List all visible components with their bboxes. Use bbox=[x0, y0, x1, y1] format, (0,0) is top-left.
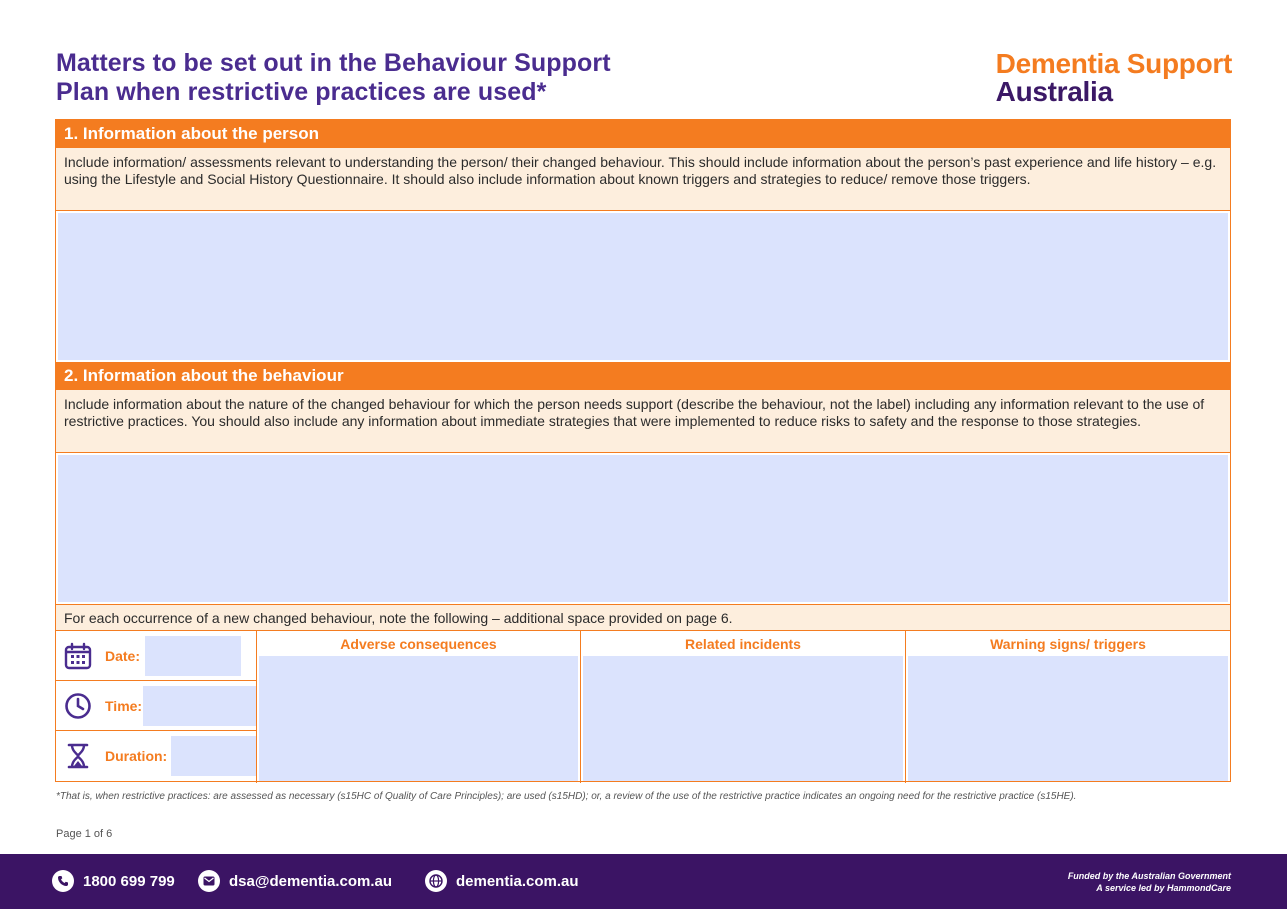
email-link[interactable] bbox=[198, 870, 392, 892]
date-label: Date: bbox=[105, 648, 141, 664]
date-field[interactable] bbox=[145, 636, 241, 676]
related-incidents-column bbox=[581, 631, 906, 783]
behaviour-support-form bbox=[55, 119, 1231, 782]
email-address: dsa@dementia.com.au bbox=[229, 872, 393, 890]
date-row bbox=[56, 631, 256, 681]
clock-icon bbox=[64, 692, 92, 720]
funding-statement bbox=[1068, 870, 1231, 894]
hourglass-icon bbox=[64, 742, 92, 770]
phone-icon bbox=[52, 870, 74, 892]
adverse-consequences-field[interactable] bbox=[259, 656, 578, 781]
warning-signs-heading: Warning signs/ triggers bbox=[990, 636, 1146, 652]
section1-heading: 1. Information about the person bbox=[56, 120, 1230, 148]
brand-logo bbox=[996, 50, 1232, 106]
brand-line1: Dementia Support bbox=[995, 48, 1232, 79]
brand-line2: Australia bbox=[995, 76, 1113, 107]
occurrence-meta bbox=[56, 631, 257, 783]
duration-label: Duration: bbox=[105, 748, 168, 764]
time-row bbox=[56, 681, 256, 731]
duration-row bbox=[56, 731, 256, 781]
phone-link[interactable] bbox=[52, 870, 175, 892]
phone-number: 1800 699 799 bbox=[83, 872, 175, 890]
warning-signs-column bbox=[906, 631, 1230, 783]
page-title bbox=[56, 49, 696, 107]
section2-heading: 2. Information about the behaviour bbox=[56, 362, 1230, 390]
website-link[interactable] bbox=[425, 870, 579, 892]
funded-line1: Funded by the Australian Government bbox=[1067, 871, 1231, 881]
related-incidents-field[interactable] bbox=[583, 656, 903, 781]
related-incidents-heading: Related incidents bbox=[685, 636, 801, 652]
website-url: dementia.com.au bbox=[456, 872, 579, 890]
adverse-consequences-column bbox=[257, 631, 581, 783]
funded-line2: A service led by HammondCare bbox=[1096, 883, 1231, 893]
time-label: Time: bbox=[105, 698, 143, 714]
section2-description: Include information about the nature of the changed behaviour for which the person needs support (describe the behaviour, not the label) including any information relevant to the use of restrictive practices. You should also include any information about immediate strategies that were implemented to reduce risks to safety and the response to those strategies. bbox=[56, 390, 1230, 453]
mail-icon bbox=[198, 870, 220, 892]
duration-field[interactable] bbox=[171, 736, 256, 776]
section1-description: Include information/ assessments relevant to understanding the person/ their changed behaviour. This should include information about the person’s past experience and life history – e.g. using the Lifestyle and Social History Questionnaire. It should also include information about known triggers and strategies to reduce/ remove those triggers. bbox=[56, 148, 1230, 211]
warning-signs-field[interactable] bbox=[908, 656, 1228, 781]
section2-input[interactable] bbox=[58, 455, 1228, 602]
section1-input[interactable] bbox=[58, 213, 1228, 360]
page-title-line2: Plan when restrictive practices are used* bbox=[56, 78, 547, 106]
calendar-icon bbox=[64, 642, 92, 670]
footer-bar bbox=[0, 854, 1287, 909]
adverse-consequences-heading: Adverse consequences bbox=[340, 636, 497, 652]
occurrence-note: For each occurrence of a new changed behaviour, note the following – additional space provided on page 6. bbox=[56, 604, 1230, 631]
page-title-line1: Matters to be set out in the Behaviour Support bbox=[56, 49, 611, 77]
footnote: *That is, when restrictive practices: are assessed as necessary (s15HC of Quality of Care Principles); are used (s15HD); or, a review of the use of the restrictive practice indicates an ongoing need for the restrictive practice (s15HE). bbox=[56, 791, 1077, 802]
globe-icon bbox=[425, 870, 447, 892]
time-field[interactable] bbox=[143, 686, 256, 726]
page-number: Page 1 of 6 bbox=[56, 828, 113, 840]
